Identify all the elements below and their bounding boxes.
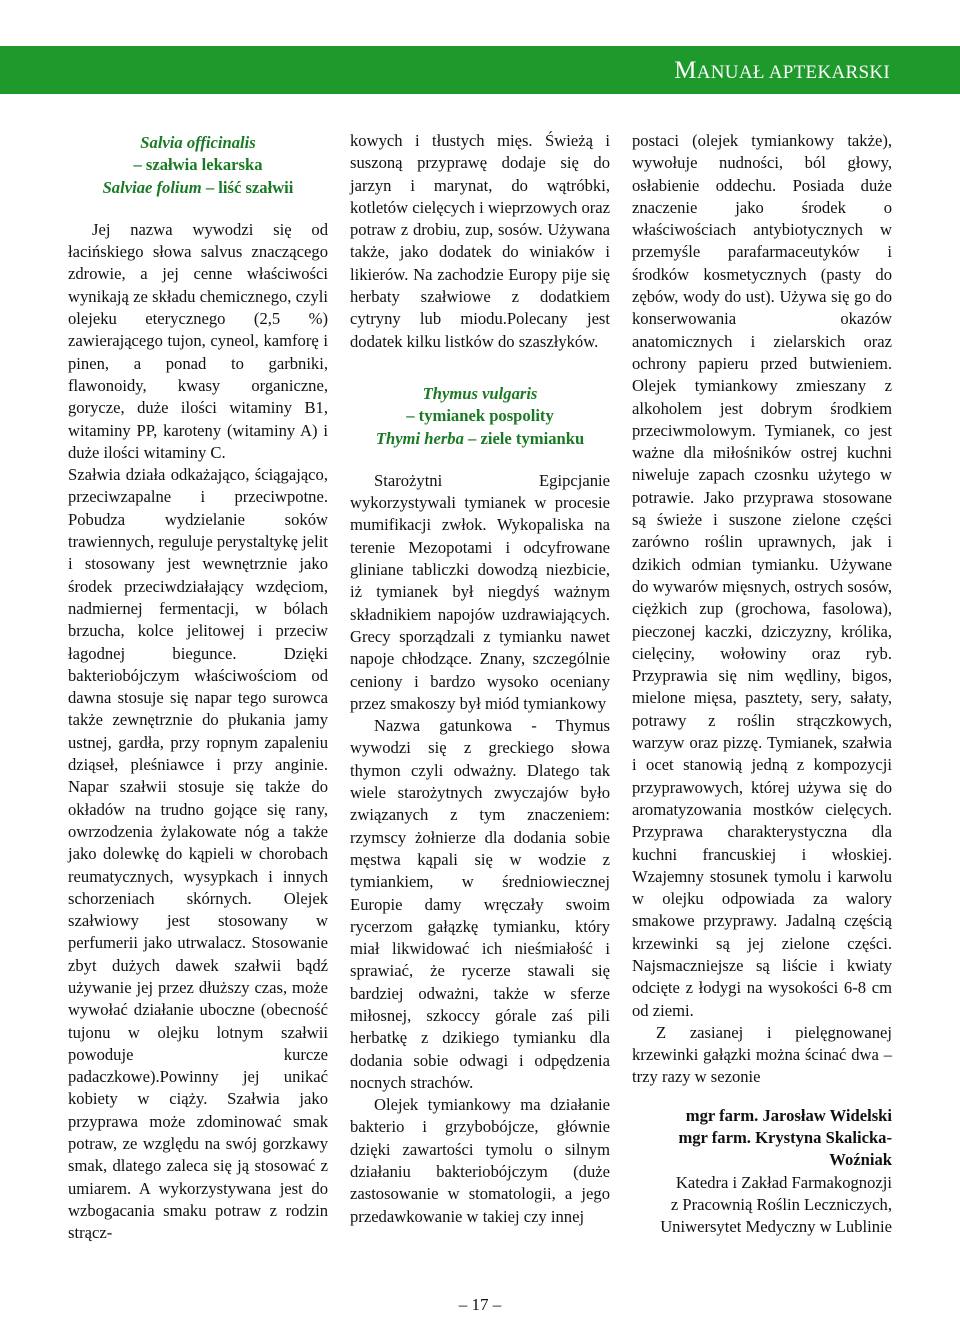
thymus-paragraph-1: Starożytni Egipcjanie wykorzystywali tymianek w procesie mumifikacji zwłok. Wykopaliska na terenie Mezopotami i odcyfrowane gliniane tabliczki dowodzą niezbicie, iż tymianek był niegdyś ważnym składnikiem napojów uzdrawiających. Grecy sporządzali z tymianku nawet napoje chłodzące. Znany, szczególnie ceniony i bardzo wysoko oceniany przez smakoszy był miód tymiankowy (350, 470, 610, 713)
salvia-heading (68, 132, 328, 199)
thymus-latin-name: Thymus vulgaris (422, 383, 538, 403)
column-1 (68, 130, 328, 1245)
column-3 (632, 130, 892, 1239)
author-2: mgr farm. Krystyna Skalicka-Woźniak (678, 1128, 892, 1170)
thymus-raw-material (350, 428, 610, 450)
header-bar (0, 46, 960, 94)
thymus-raw-latin: Thymi herba (375, 428, 464, 448)
thymus-polish-name: – tymianek pospolity (406, 406, 554, 426)
author-signature (632, 1105, 892, 1239)
thymus-paragraph-3-continued: postaci (olejek tymiankowy także), wywołuje nudności, ból głowy, osłabienie oddechu. Posiada duże znaczenie jako środek o właściwościach antybiotycznych w przemyśle parafarmaceutyków i środków kosmetycznych (pasty do zębów, wody do ust). Używa się go do konserwowania okazów anatomicznych i zielarskich oraz ochrony papieru przed butwieniem. Olejek tymiankowy zmieszany z alkoholem jest dobrym środkiem przeciwmolowym. Tymianek, co jest ważne dla miłośników ostrej kuchni niweluje zapach czosnku użytego w potrawie. Jako przyprawa stosowane są świeże i suszone zielone części zarówno roślin uprawnych, jak i dzikich odmian tymianku. Używane do wywarów mięsnych, ostrych sosów, ciężkich zup (grochowa, fasolowa), pieczonej kaczki, dziczyzny, królika, cielęciny, wołowiny oraz ryb. Przyprawia się nim wędliny, bigos, mielone mięsa, pasztety, sery, sałaty, potrawy z roślin strączkowych, warzyw oraz pizzę. Tymianek, szałwia i ocet stanowią jedną z kompozycji przyprawowych, której używa się do aromatyzowania mostków cielęcych. Przyprawa charakterystyczna dla kuchni francuskiej i włoskiej. Wzajemny stosunek tymolu i karwolu w olejku odpowiada za walory smakowe przyprawy. Jadalną częścią krzewinki są jej zielone części. Najsmaczniejsze są liście i kwiaty odcięte z łodygi na wysokości 6-8 cm od ziemi. (632, 131, 892, 1020)
salvia-polish-name: – szałwia lekarska (133, 155, 263, 175)
salvia-paragraph-1: Jej nazwa wywodzi się od łacińskiego słowa salvus znaczącego zdrowie, a jej cenne właściwości wynikają ze składu chemicznego, czyli olejeku eterycznego (2,5 %) zawierającego tujon, cyneol, kamforę i pinen, a ponad to garbniki, flawonoidy, kwasy organiczne, gorycze, duże ilości witaminy B1, witaminy PP, karoteny (witaminy A) i duże ilości witaminy C. (68, 219, 328, 462)
thymus-heading (350, 383, 610, 450)
section-title-rest: ANUAŁ APTEKARSKI (696, 62, 890, 83)
page-number: – 17 – (458, 1295, 502, 1314)
thymus-paragraph-3: Olejek tymiankowy ma działanie bakterio i grzybobójcze, głównie dzięki zawartości tymolu o silnym działaniu bakteriobójczym (duże zastosowanie w stomatologii, a jego przedawkowanie w takiej czy innej (350, 1095, 610, 1226)
salvia-raw-latin: Salviae folium (102, 177, 202, 197)
affiliation-line-3: Uniwersytet Medyczny w Lublinie (660, 1217, 892, 1237)
salvia-paragraph-2: Szałwia działa odkażająco, ściągająco, przeciwzapalne i przeciwpotne. Pobudza wydzielanie soków trawiennych, reguluje perystaltykę jelit i stosowany jest wewnętrznie jako środek przeciwdziałający wzdęciom, nadmiernej fermentacji, w bólach brzucha, kolce jelitowej i przeciw łagodnej biegunce. Dzięki bakteriobójczym właściwościom od dawna stosuje się napar tego surowca także zewnętrznie do płukania jamy ustnej, gardła, przy ropnym zapaleniu dziąseł, pleśniawce i przy anginie. Napar szałwii stosuje się także do okładów na trudno gojące się rany, owrzodzenia żylakowate nóg a także jako dolewkę do kąpieli w chorobach reumatycznych, wysypkach i innych schorzeniach skórnych. Olejek szałwiowy jest stosowany w perfumerii jako utrwalacz. Stosowanie zbyt dużych dawek szałwii bądź używanie jej przez dłuższy czas, może wywołać działanie uboczne (obecność tujonu w olejku lotnym szałwii powoduje kurcze padaczkowe).Powinny jej unikać kobiety w ciąży. Szałwia jako przyprawa może zdominować smak potraw, ze względu na swój gorzkawy smak, dlatego zaleca się ją stosować z umiarem. A wykorzystywana jest do wzbogacania smaku potraw z rodzin strącz- (68, 465, 328, 1243)
column-2 (350, 130, 610, 1228)
salvia-latin-name: Salvia officinalis (140, 133, 256, 152)
author-1: mgr farm. Jarosław Widelski (685, 1105, 892, 1125)
salvia-raw-material (68, 177, 328, 199)
affiliation-line-2: z Pracownią Roślin Leczniczych, (670, 1194, 892, 1214)
affiliation-line-1: Katedra i Zakład Farmakognozji (675, 1172, 892, 1192)
thymus-paragraph-2: Nazwa gatunkowa - Thymus wywodzi się z greckiego słowa thymon czyli odważny. Dlatego tak wiele starożytnych zwyczajów było związanych z tym znaczeniem: rzymscy żołnierze dla dodania sobie męstwa kąpali się w wodzie z tymiankiem, w średniowiecznej Europie damy wręczały swoim rycerzom gałązkę tymianku, który miał likwidować ich nieśmiałość i sprawiać, że rycerze stawali się bardziej odważni, także w sferze miłosnej, szkoccy górale zaś pili herbatkę z dzikiego tymianku dla dodania sobie odwagi i odpędzenia nocnych strachów. (350, 716, 610, 1092)
salvia-raw-polish: – liść szałwii (201, 177, 294, 197)
thymus-paragraph-4: Z zasianej i pielęgnowanej krzewinki gałązki można ścinać dwa – trzy razy w sezonie (632, 1022, 892, 1087)
section-title-initial: M (674, 57, 697, 84)
section-title (674, 46, 890, 94)
salvia-paragraph-2-continued: kowych i tłustych mięs. Świeżą i suszoną przyprawę dodaje się do jarzyn i marynat, do wątróbki, kotletów cielęcych i wieprzowych oraz potraw z drobiu, zup, sosów. Używana także, jako dodatek do winiaków i likierów. Na zachodzie Europy pije się herbaty szałwiowe z dodatkiem cytryny lub miodu.Polecany jest dodatek kilku listków do szaszłyków. (350, 131, 610, 351)
thymus-raw-polish: – ziele tymianku (463, 428, 585, 448)
